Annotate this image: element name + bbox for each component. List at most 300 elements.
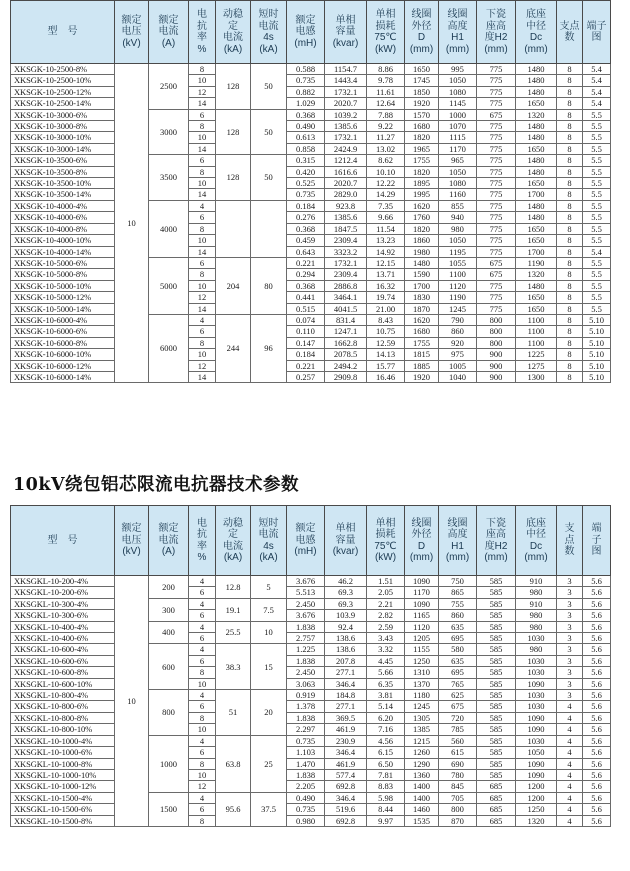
value-cell: 5.5 [583,189,611,200]
value-cell: 1460 [405,804,439,815]
value-cell: 5.6 [583,667,611,678]
value-cell: 560 [439,735,477,746]
table-row [11,257,611,268]
table-row [11,200,611,211]
reactance-cell: 6 [189,587,216,598]
value-cell: 5.4 [583,64,611,75]
value-cell: 3.32 [367,644,405,655]
model-cell: XKSGK-10-4000-4% [11,200,115,211]
value-cell: 14.92 [367,246,405,257]
value-cell: 69.3 [325,598,367,609]
value-cell: 800 [477,337,516,348]
column-header: 端子 图 [583,1,611,64]
value-cell: 1680 [405,121,439,132]
value-cell: 5.6 [583,587,611,598]
value-cell: 15.77 [367,360,405,371]
value-cell: 103.9 [325,610,367,621]
value-cell: 0.074 [287,314,325,325]
value-cell: 2309.4 [325,235,367,246]
value-cell: 1745 [405,75,439,86]
value-cell: 8 [557,246,583,257]
table-row [11,690,611,701]
value-cell: 69.3 [325,587,367,598]
reactance-cell: 12 [189,360,216,371]
value-cell: 5.5 [583,212,611,223]
value-cell: 1.838 [287,712,325,723]
rated-current-cell: 5000 [149,257,189,314]
table-row [11,98,611,109]
value-cell: 5.6 [583,644,611,655]
reactance-cell: 14 [189,371,216,382]
value-cell: 5.5 [583,303,611,314]
value-cell: 5.10 [583,371,611,382]
value-cell: 1030 [516,667,557,678]
model-cell: XKSGKL-10-400-4% [11,621,115,632]
value-cell: 5.5 [583,280,611,291]
value-cell: 4 [557,804,583,815]
short-time-current-cell: 80 [251,257,287,314]
value-cell: 0.420 [287,166,325,177]
value-cell: 8 [557,143,583,154]
value-cell: 1050 [439,75,477,86]
table-header-row [11,1,611,64]
reactance-cell: 10 [189,178,216,189]
reactance-cell: 4 [189,314,216,325]
reactance-cell: 10 [189,678,216,689]
column-header: 电 抗 率 % [189,506,216,576]
value-cell: 8 [557,349,583,360]
model-cell: XKSGK-10-6000-6% [11,326,115,337]
value-cell: 5.14 [367,701,405,712]
value-cell: 6.20 [367,712,405,723]
value-cell: 1.103 [287,747,325,758]
rated-voltage-cell: 10 [115,576,149,827]
value-cell: 585 [477,633,516,644]
value-cell: 800 [439,804,477,815]
table-row [11,303,611,314]
value-cell: 11.54 [367,223,405,234]
value-cell: 0.919 [287,690,325,701]
model-cell: XKSGKL-10-600-8% [11,667,115,678]
value-cell: 1310 [405,667,439,678]
value-cell: 800 [477,314,516,325]
value-cell: 585 [477,655,516,666]
model-cell: XKSGK-10-3500-10% [11,178,115,189]
value-cell: 4 [557,712,583,723]
value-cell: 845 [439,781,477,792]
table-row [11,576,611,587]
model-cell: XKSGK-10-6000-8% [11,337,115,348]
value-cell: 13.02 [367,143,405,154]
reactance-cell: 4 [189,576,216,587]
reactance-cell: 8 [189,166,216,177]
column-header: 额定 电感 (mH) [287,1,325,64]
reactance-cell: 8 [189,337,216,348]
value-cell: 5.66 [367,667,405,678]
value-cell: 1195 [439,246,477,257]
value-cell: 1205 [405,633,439,644]
value-cell: 1860 [405,235,439,246]
value-cell: 1820 [405,223,439,234]
table-row [11,269,611,280]
value-cell: 1480 [516,280,557,291]
value-cell: 1090 [516,724,557,735]
model-cell: XKSGK-10-3500-6% [11,155,115,166]
value-cell: 461.9 [325,724,367,735]
value-cell: 1320 [516,815,557,826]
value-cell: 775 [477,280,516,291]
value-cell: 1050 [516,747,557,758]
value-cell: 775 [477,223,516,234]
value-cell: 940 [439,212,477,223]
value-cell: 1090 [516,678,557,689]
value-cell: 855 [439,200,477,211]
value-cell: 0.490 [287,792,325,803]
value-cell: 1170 [405,587,439,598]
value-cell: 12.64 [367,98,405,109]
model-cell: XKSGKL-10-1500-8% [11,815,115,826]
value-cell: 870 [439,815,477,826]
value-cell: 8.62 [367,155,405,166]
value-cell: 1120 [405,621,439,632]
value-cell: 12.59 [367,337,405,348]
table-row [11,747,611,758]
value-cell: 750 [439,576,477,587]
value-cell: 1212.4 [325,155,367,166]
value-cell: 1700 [516,246,557,257]
value-cell: 0.368 [287,280,325,291]
value-cell: 1920 [405,371,439,382]
value-cell: 765 [439,678,477,689]
value-cell: 1650 [516,292,557,303]
value-cell: 2020.7 [325,98,367,109]
value-cell: 1090 [405,598,439,609]
value-cell: 3 [557,621,583,632]
value-cell: 1360 [405,769,439,780]
value-cell: 2886.8 [325,280,367,291]
value-cell: 5.6 [583,735,611,746]
value-cell: 1830 [405,292,439,303]
value-cell: 5.10 [583,360,611,371]
reactance-cell: 4 [189,735,216,746]
column-header: 下瓷 座高 度H2 (mm) [477,506,516,576]
value-cell: 5.5 [583,143,611,154]
value-cell: 5.4 [583,246,611,257]
model-cell: XKSGK-10-5000-6% [11,257,115,268]
value-cell: 775 [477,121,516,132]
value-cell: 3.43 [367,633,405,644]
reactance-cell: 10 [189,349,216,360]
value-cell: 775 [477,292,516,303]
value-cell: 5.4 [583,98,611,109]
value-cell: 4 [557,769,583,780]
model-cell: XKSGK-10-2500-14% [11,98,115,109]
value-cell: 800 [477,326,516,337]
value-cell: 11.27 [367,132,405,143]
value-cell: 8 [557,166,583,177]
value-cell: 585 [477,610,516,621]
column-header: 线圈 高度 H1 (mm) [439,1,477,64]
reactance-cell: 4 [189,792,216,803]
value-cell: 0.184 [287,349,325,360]
rated-current-cell: 1500 [149,792,189,826]
value-cell: 1650 [516,303,557,314]
value-cell: 2.05 [367,587,405,598]
reactance-cell: 10 [189,235,216,246]
value-cell: 12.15 [367,257,405,268]
model-cell: XKSGKL-10-1500-4% [11,792,115,803]
value-cell: 8 [557,109,583,120]
value-cell: 1620 [405,200,439,211]
value-cell: 8 [557,121,583,132]
value-cell: 1.225 [287,644,325,655]
reactance-cell: 8 [189,815,216,826]
value-cell: 705 [439,792,477,803]
value-cell: 1250 [405,655,439,666]
value-cell: 995 [439,64,477,75]
model-cell: XKSGKL-10-600-4% [11,644,115,655]
reactance-cell: 6 [189,212,216,223]
value-cell: 5.5 [583,166,611,177]
column-header: 支 点 数 [557,506,583,576]
table-row [11,212,611,223]
value-cell: 12.22 [367,178,405,189]
value-cell: 4.45 [367,655,405,666]
value-cell: 8 [557,326,583,337]
value-cell: 5.6 [583,621,611,632]
value-cell: 1700 [405,280,439,291]
value-cell: 577.4 [325,769,367,780]
value-cell: 3 [557,610,583,621]
column-header: 额定 电压 (kV) [115,506,149,576]
value-cell: 5.5 [583,132,611,143]
value-cell: 3 [557,598,583,609]
value-cell: 0.368 [287,223,325,234]
value-cell: 585 [477,769,516,780]
value-cell: 6.50 [367,758,405,769]
value-cell: 5.6 [583,724,611,735]
value-cell: 1100 [439,269,477,280]
rated-current-cell: 600 [149,644,189,690]
value-cell: 0.980 [287,815,325,826]
value-cell: 5.10 [583,349,611,360]
value-cell: 1247.1 [325,326,367,337]
reactance-cell: 8 [189,667,216,678]
value-cell: 8 [557,223,583,234]
value-cell: 3 [557,633,583,644]
value-cell: 7.81 [367,769,405,780]
value-cell: 5.5 [583,178,611,189]
value-cell: 1290 [405,758,439,769]
table-row [11,349,611,360]
value-cell: 0.294 [287,269,325,280]
value-cell: 1650 [516,223,557,234]
short-time-current-cell: 50 [251,155,287,201]
value-cell: 5.6 [583,655,611,666]
table-row [11,132,611,143]
value-cell: 1732.1 [325,132,367,143]
value-cell: 1090 [516,712,557,723]
reactance-cell: 10 [189,132,216,143]
value-cell: 5.6 [583,781,611,792]
value-cell: 8 [557,314,583,325]
value-cell: 4.56 [367,735,405,746]
value-cell: 5.5 [583,121,611,132]
value-cell: 1680 [405,326,439,337]
value-cell: 13.23 [367,235,405,246]
column-header: 线圈 外径 D (mm) [405,1,439,64]
model-cell: XKSGK-10-3500-8% [11,166,115,177]
value-cell: 1480 [405,257,439,268]
value-cell: 3.81 [367,690,405,701]
table-row [11,644,611,655]
value-cell: 1443.4 [325,75,367,86]
value-cell: 790 [439,314,477,325]
value-cell: 8 [557,337,583,348]
short-time-current-cell: 37.5 [251,792,287,826]
value-cell: 1200 [516,792,557,803]
value-cell: 138.6 [325,644,367,655]
short-time-current-cell: 96 [251,314,287,382]
value-cell: 5.6 [583,610,611,621]
value-cell: 5.6 [583,633,611,644]
value-cell: 1.838 [287,655,325,666]
value-cell: 1155 [405,644,439,655]
table-row [11,758,611,769]
column-header: 端 子 图 [583,506,611,576]
value-cell: 21.00 [367,303,405,314]
value-cell: 1755 [405,337,439,348]
value-cell: 8 [557,75,583,86]
value-cell: 1145 [439,98,477,109]
table-row [11,769,611,780]
reactance-cell: 4 [189,598,216,609]
rated-current-cell: 3000 [149,109,189,155]
reactance-cell: 6 [189,326,216,337]
column-header: 额定 电流 (A) [149,1,189,64]
value-cell: 2078.5 [325,349,367,360]
value-cell: 585 [477,735,516,746]
value-cell: 1662.8 [325,337,367,348]
value-cell: 14.29 [367,189,405,200]
short-time-current-cell: 20 [251,690,287,736]
model-cell: XKSGKL-10-800-4% [11,690,115,701]
value-cell: 1.838 [287,621,325,632]
table-row [11,712,611,723]
value-cell: 1160 [439,189,477,200]
model-cell: XKSGKL-10-200-6% [11,587,115,598]
rated-current-cell: 200 [149,576,189,599]
model-cell: XKSGK-10-3500-14% [11,189,115,200]
value-cell: 900 [477,371,516,382]
value-cell: 675 [477,269,516,280]
table-row [11,314,611,325]
short-time-current-cell: 10 [251,621,287,644]
value-cell: 1245 [405,701,439,712]
table-row [11,235,611,246]
value-cell: 1100 [516,326,557,337]
rated-current-cell: 4000 [149,200,189,257]
value-cell: 1400 [405,781,439,792]
value-cell: 8 [557,98,583,109]
value-cell: 0.588 [287,64,325,75]
reactance-cell: 12 [189,781,216,792]
value-cell: 8 [557,235,583,246]
value-cell: 1100 [516,314,557,325]
value-cell: 2.757 [287,633,325,644]
value-cell: 1320 [516,109,557,120]
table-row [11,371,611,382]
value-cell: 585 [477,621,516,632]
value-cell: 585 [477,587,516,598]
reactance-cell: 10 [189,724,216,735]
reactance-cell: 8 [189,121,216,132]
reactance-cell: 14 [189,303,216,314]
value-cell: 14.13 [367,349,405,360]
value-cell: 8 [557,189,583,200]
value-cell: 1090 [405,576,439,587]
value-cell: 1815 [405,349,439,360]
reactance-cell: 4 [189,644,216,655]
value-cell: 1005 [439,360,477,371]
value-cell: 19.74 [367,292,405,303]
reactance-cell: 14 [189,246,216,257]
value-cell: 585 [477,724,516,735]
table-row [11,735,611,746]
rated-current-cell: 1000 [149,735,189,792]
value-cell: 3 [557,678,583,689]
value-cell: 8 [557,269,583,280]
value-cell: 695 [439,633,477,644]
value-cell: 775 [477,86,516,97]
value-cell: 625 [439,690,477,701]
dynamic-current-cell: 95.6 [216,792,251,826]
model-cell: XKSGK-10-6000-10% [11,349,115,360]
model-cell: XKSGK-10-3000-10% [11,132,115,143]
value-cell: 5.6 [583,747,611,758]
value-cell: 277.1 [325,701,367,712]
value-cell: 461.9 [325,758,367,769]
value-cell: 5.6 [583,690,611,701]
value-cell: 1850 [405,86,439,97]
value-cell: 3323.2 [325,246,367,257]
value-cell: 1215 [405,735,439,746]
value-cell: 5.5 [583,257,611,268]
value-cell: 910 [516,598,557,609]
model-cell: XKSGKL-10-1000-4% [11,735,115,746]
value-cell: 1820 [405,166,439,177]
table-row [11,360,611,371]
rated-current-cell: 400 [149,621,189,644]
value-cell: 3464.1 [325,292,367,303]
model-cell: XKSGK-10-5000-14% [11,303,115,314]
value-cell: 1870 [405,303,439,314]
model-cell: XKSGK-10-5000-12% [11,292,115,303]
model-cell: XKSGK-10-4000-6% [11,212,115,223]
value-cell: 831.4 [325,314,367,325]
value-cell: 8 [557,257,583,268]
value-cell: 0.735 [287,75,325,86]
value-cell: 615 [439,747,477,758]
column-header: 下瓷 座高 度H2 (mm) [477,1,516,64]
value-cell: 8 [557,178,583,189]
value-cell: 4 [557,792,583,803]
value-cell: 685 [477,792,516,803]
value-cell: 2309.4 [325,269,367,280]
column-header: 线圈 外径 D (mm) [405,506,439,576]
value-cell: 5.6 [583,576,611,587]
value-cell: 775 [477,64,516,75]
